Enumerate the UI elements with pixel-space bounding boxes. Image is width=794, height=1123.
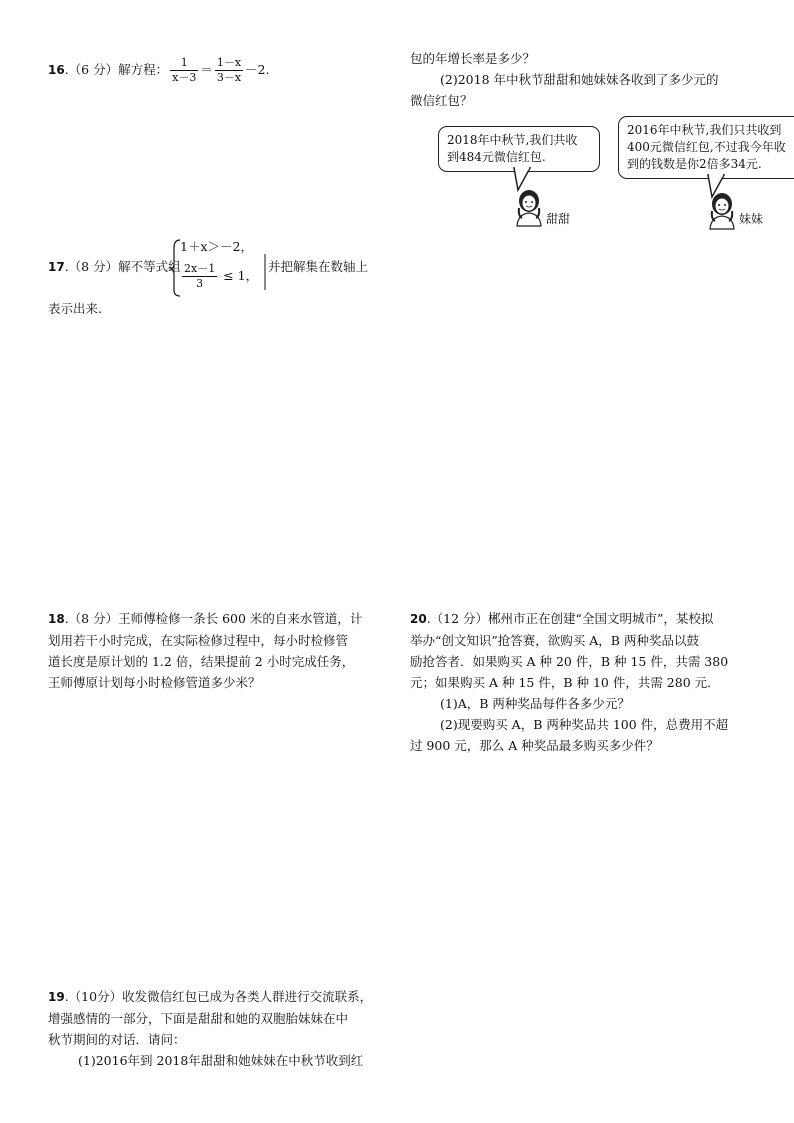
equation-suffix: －2. [245,62,270,77]
meimei-label: 妹妹 [739,212,764,226]
tiantian-label: 甜甜 [546,212,571,226]
question-number: 17 [48,260,65,274]
question-line-2: 表示出来. [48,301,102,316]
question-18: 18.（8 分）王师傅检修一条长 600 米的自来水管道，计 划用若干小时完成，在实际检修过程中，每小时检修管 道长度是原计划的 1.2 倍，结果提前 2 小时完成任务， 王师傅原计划每小时检修管道多少米？ [48,611,363,690]
question-16 [48,56,269,85]
question-19-continued: 包的年增长率是多少？ (2)2018 年中秋节甜甜和她妹妹各收到了多少元的 微信红包？ [410,48,790,111]
question-number: 20 [410,612,427,626]
fraction-2: $\frac{1-x}{3-x}$ [216,56,242,84]
question-prefix: .（8 分）解不等式组 [64,259,181,274]
girl-meimei-icon [707,193,737,229]
question-number: 19 [48,990,65,1004]
question-number: 18 [48,612,65,626]
question-19: 19.（10分）收发微信红包已成为各类人群进行交流联系， 增强感情的一部分，下面是甜甜和她的双胞胎妹妹在中 秋节期间的对话．请问： (1)2016年到 2018年甜甜和她妹妹在中秋节收到红 [48,986,393,1071]
equals-sign: ＝ [200,62,213,77]
speech-bubble-tiantian: 2018年中秋节,我们共收 到484元微信红包. [438,126,600,172]
girl-tiantian-icon [514,190,544,226]
question-prefix: .（6 分）解方程： [64,62,169,77]
question-suffix: 并把解集在数轴上 [268,259,369,274]
question-number: 16 [48,63,65,77]
sub-question-2: (2)2018 年中秋节甜甜和她妹妹各收到了多少元的 [440,72,719,87]
speech-bubble-meimei: 2016年中秋节,我们只共收到 400元微信红包,不过我今年收 到的钱数是你2倍多34元. [618,116,794,179]
inequality-1: 1＋x＞－2， [180,239,253,254]
inequality-2: $\frac{2x-1}{3}$ ≤ 1， [184,262,259,290]
sub-question-1-continued: 包的年增长率是多少？ [410,51,536,66]
sub-question-1: (1)2016年到 2018年甜甜和她妹妹在中秋节收到红 [78,1053,364,1068]
sub-question-1: (1)A，B 两种奖品每件各多少元？ [440,696,630,711]
sub-question-2: (2)现要购买 A，B 两种奖品共 100 件，总费用不超 [440,717,729,732]
question-20: 20.（12 分）郴州市正在创建“全国文明城市”，某校拟 举办“创文知识”抢答赛，欲购买 A，B 两种奖品以鼓 励抢答者．如果购买 A 种 20 件，B 种 15 件，共需 380 元；如果购买 A 种 15 件，B 种 10 件，共需 280 元． (1)A，B 两种奖品每件各多少元？ (2)现要购买 A，B 两种奖品共 100 件，总费用不超 过 900 元，那么 A 种奖品最多购买多少件？ [410,608,770,756]
fraction-1: $\frac{1}{x-3}$ [172,56,197,84]
